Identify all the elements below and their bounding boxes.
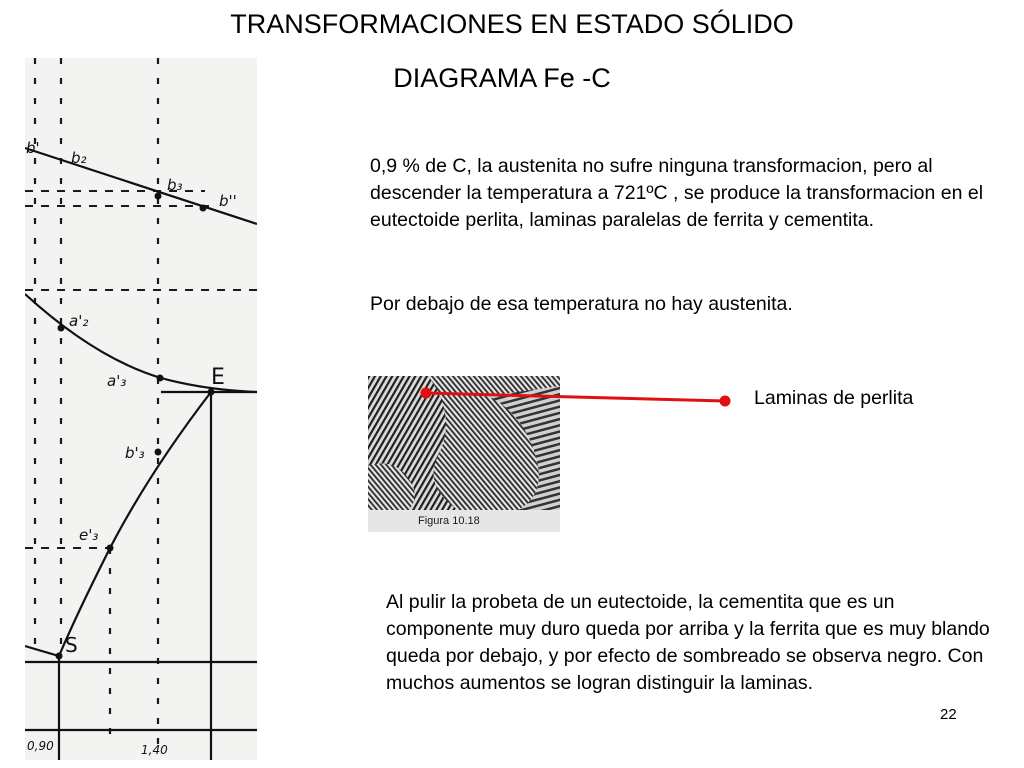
label-b-double-prime: b'' xyxy=(219,192,237,210)
label-x-right: 1,40 xyxy=(141,743,168,757)
label-b3-prime: b'₃ xyxy=(125,444,145,462)
dashed-verticals xyxy=(35,58,158,748)
page-number: 22 xyxy=(940,706,957,723)
label-S: S xyxy=(65,633,78,657)
pointer-arrow xyxy=(418,386,738,408)
label-b-prime: b' xyxy=(26,139,40,157)
paragraph-eutectoid: 0,9 % de C, la austenita no sufre ninguna transformacion, pero al descender la temperatura a 721ºC , se produce la transformacion en el eutectoide perlita, laminas paralelas de ferrita y cementita. xyxy=(370,155,984,231)
ES-curve xyxy=(59,392,211,656)
paragraph-no-austenite: Por debajo de esa temperatura no hay austenita. xyxy=(370,293,793,315)
micrograph-caption: Figura 10.18 xyxy=(418,515,480,527)
slide-subtitle: DIAGRAMA Fe -C xyxy=(393,63,611,93)
label-b3: b₃ xyxy=(167,176,183,194)
label-b2: b₂ xyxy=(71,149,87,167)
b-line xyxy=(25,148,257,224)
S-left-curve xyxy=(25,646,59,656)
label-e3-prime: e'₃ xyxy=(79,526,99,544)
label-a2-prime: a'₂ xyxy=(69,312,89,330)
label-x-left: 0,90 xyxy=(27,739,54,753)
pointer-label: Laminas de perlita xyxy=(754,387,914,409)
slide-title: TRANSFORMACIONES EN ESTADO SÓLIDO xyxy=(230,9,794,39)
label-a3-prime: a'₃ xyxy=(107,372,127,390)
paragraph-polishing: Al pulir la probeta de un eutectoide, la cementita que es un componente muy duro queda por arriba y la ferrita que es muy blando queda por debajo, y por efecto de sombreado se observa negro. Con muchos aumentos se logran distinguir la laminas. xyxy=(386,591,990,694)
fe-c-diagram-excerpt xyxy=(25,58,257,760)
label-E: E xyxy=(211,365,225,390)
